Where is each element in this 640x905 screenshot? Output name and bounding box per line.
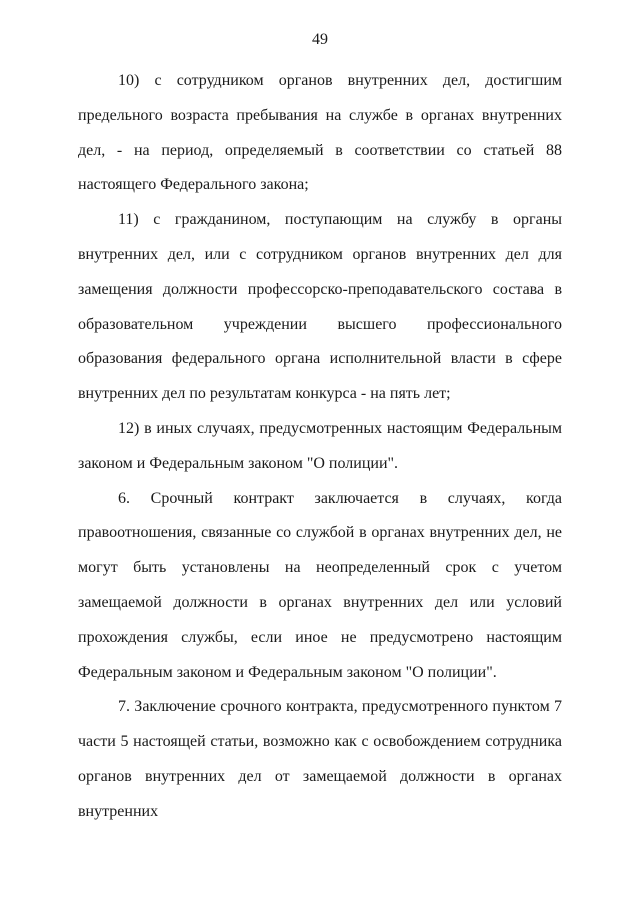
page-number: 49: [312, 31, 328, 48]
paragraph-item-12: 12) в иных случаях, предусмотренных настоящим Федеральным законом и Федеральным законом "О полиции".: [78, 419, 562, 472]
paragraph-clause-7: 7. Заключение срочного контракта, предусмотренного пунктом 7 части 5 настоящей статьи, возможно как с освобождением сотрудника органов внутренних дел от замещаемой должности в органах внутренних: [78, 698, 562, 820]
document-body: [78, 64, 562, 830]
paragraph-clause-6: 6. Срочный контракт заключается в случаях, когда правоотношения, связанные со службой в органах внутренних дел, не могут быть установлены на неопределенный срок с учетом замещаемой должности в органах внутренних дел или условий прохождения службы, если иное не предусмотрено настоящим Федеральным законом и Федеральным законом "О полиции".: [78, 489, 562, 681]
paragraph-item-10: 10) с сотрудником органов внутренних дел, достигшим предельного возраста пребывания на службе в органах внутренних дел, - на период, определяемый в соответствии со статьей 88 настоящего Федерального закона;: [78, 72, 562, 194]
paragraph-item-11: 11) с гражданином, поступающим на службу в органы внутренних дел, или с сотрудником органов внутренних дел для замещения должности профессорско-преподавательского состава в образовательном учреждении высшего профессионального образования федерального органа исполнительной власти в сфере внутренних дел по результатам конкурса - на пять лет;: [78, 211, 562, 403]
